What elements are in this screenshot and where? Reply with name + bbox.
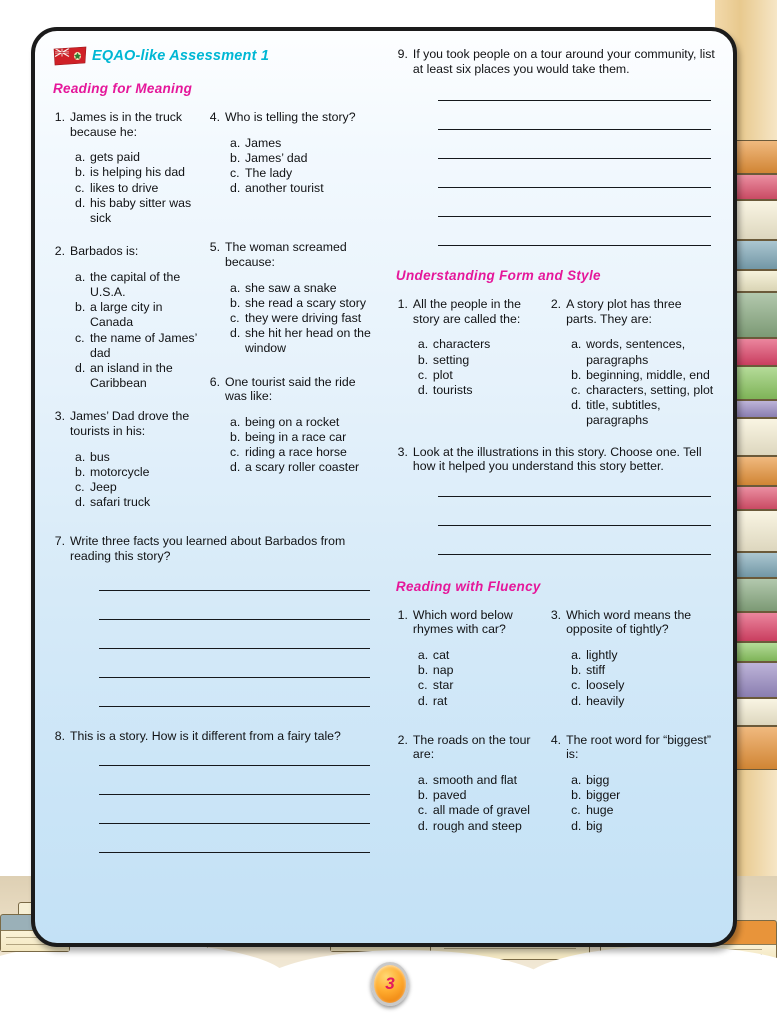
question	[549, 733, 715, 762]
option-text: characters	[432, 337, 491, 352]
option-letter: a.	[230, 414, 241, 429]
option-letter: a.	[571, 337, 582, 352]
option-list	[549, 773, 715, 834]
option-letter: d.	[230, 326, 241, 341]
option[interactable]	[53, 465, 208, 480]
question-text: Look at the illustrations in this story. Choose one. Tell how it helped you understand this story better.	[412, 444, 702, 474]
question-number: 8.	[54, 728, 65, 743]
option[interactable]	[53, 300, 208, 330]
question-number: 2.	[54, 244, 65, 259]
question	[53, 244, 208, 259]
option-text: stiff	[586, 663, 605, 678]
option[interactable]	[53, 331, 208, 361]
option-list	[396, 648, 549, 709]
option-letter: d.	[75, 361, 86, 376]
answer-line[interactable]	[99, 706, 370, 707]
option-letter: d.	[571, 693, 582, 708]
option[interactable]	[549, 803, 715, 818]
option-text: words, sentences, paragraphs	[586, 337, 686, 367]
question	[53, 729, 376, 744]
question-number: 9.	[397, 47, 408, 61]
question-number: 3.	[54, 409, 65, 424]
question-text: One tourist said the ride was like:	[225, 374, 356, 404]
option-text: being in a race car	[245, 430, 347, 444]
option[interactable]	[549, 648, 715, 663]
option[interactable]	[549, 819, 715, 834]
option-list	[53, 270, 208, 392]
option-text: beginning, middle, end	[586, 367, 710, 382]
option-letter: c.	[75, 480, 85, 495]
option[interactable]	[549, 337, 715, 367]
option[interactable]	[396, 678, 549, 693]
option[interactable]	[53, 495, 208, 510]
option[interactable]	[396, 648, 549, 663]
option[interactable]	[396, 663, 549, 678]
question	[549, 608, 715, 637]
option-text: is helping his dad	[90, 165, 186, 180]
option-text: she saw a snake	[245, 280, 337, 295]
answer-line[interactable]	[438, 100, 711, 101]
questions-grid-reading	[53, 110, 376, 528]
option[interactable]	[208, 181, 376, 196]
answer-lines[interactable]	[396, 496, 715, 555]
option-letter: b.	[417, 352, 429, 367]
question	[53, 534, 376, 563]
option[interactable]	[549, 788, 715, 803]
option[interactable]	[396, 694, 549, 709]
option-letter: b.	[230, 430, 241, 444]
option-letter: d.	[417, 818, 429, 833]
question-number: 1.	[397, 297, 408, 312]
option-letter: b.	[75, 464, 86, 479]
option-text: huge	[586, 803, 614, 818]
option-letter: b.	[75, 165, 86, 180]
option-text: tourists	[432, 382, 473, 397]
option[interactable]	[549, 383, 715, 398]
option-text: his baby sitter was sick	[90, 195, 192, 225]
answer-line[interactable]	[99, 590, 370, 591]
option[interactable]	[208, 166, 376, 181]
option-text: she hit her head on the window	[245, 326, 371, 356]
option-letter: a.	[75, 449, 86, 464]
option-text: big	[586, 818, 603, 833]
option[interactable]	[549, 368, 715, 383]
option-letter: d.	[230, 460, 241, 475]
option[interactable]	[396, 803, 549, 818]
question-number: 4.	[209, 110, 220, 124]
answer-lines[interactable]	[396, 100, 715, 246]
question	[208, 240, 376, 269]
question-text: Who is telling the story?	[225, 110, 356, 124]
option-text: rough and steep	[432, 818, 522, 833]
answer-line[interactable]	[99, 852, 370, 853]
option-letter: d.	[571, 818, 582, 833]
answer-line[interactable]	[99, 794, 370, 795]
question-text: Which word below rhymes with car?	[412, 607, 513, 637]
option-text: paved	[432, 788, 467, 803]
option-letter: c.	[230, 311, 240, 325]
option[interactable]	[396, 337, 549, 352]
option-text: smooth and flat	[432, 772, 518, 787]
option[interactable]	[208, 415, 376, 430]
question	[396, 297, 549, 326]
option-letter: d.	[417, 382, 429, 397]
option-letter: c.	[75, 180, 85, 195]
option[interactable]	[396, 819, 549, 834]
option-text: James	[245, 135, 282, 150]
option-letter: b.	[417, 788, 429, 803]
question-text: The woman screamed because:	[225, 240, 347, 269]
question	[53, 409, 208, 438]
option[interactable]	[208, 326, 376, 356]
option[interactable]	[396, 788, 549, 803]
questions-col-1	[53, 110, 208, 528]
option-text: title, subtitles, paragraphs	[586, 398, 661, 428]
question-number: 5.	[209, 240, 220, 255]
answer-line[interactable]	[438, 216, 711, 217]
option-text: James’ dad	[245, 150, 308, 165]
question-number: 4.	[550, 732, 562, 747]
option-letter: b.	[75, 300, 86, 315]
answer-line[interactable]	[438, 496, 711, 497]
question-number: 2.	[397, 732, 408, 747]
answer-lines[interactable]	[53, 590, 376, 707]
answer-line[interactable]	[438, 525, 711, 526]
option[interactable]	[396, 383, 549, 398]
question-text: If you took people on a tour around your community, list at least six places you would take them.	[412, 47, 715, 76]
option[interactable]	[396, 368, 549, 383]
option-text: bigger	[586, 788, 621, 803]
answer-line[interactable]	[99, 823, 370, 824]
question-number: 1.	[397, 607, 408, 622]
option-text: riding a race horse	[245, 445, 347, 460]
section-heading-reading-with-fluency: Reading with Fluency	[395, 578, 541, 594]
option[interactable]	[208, 430, 376, 445]
question	[396, 47, 715, 76]
option-list	[396, 337, 549, 398]
option-list	[208, 281, 376, 357]
option-letter: d.	[75, 495, 86, 510]
option-letter: a.	[417, 772, 429, 787]
option-letter: c.	[417, 367, 428, 382]
answer-line[interactable]	[438, 187, 711, 188]
question-text: James is in the truck because he:	[70, 110, 183, 139]
question-number: 3.	[550, 607, 562, 622]
option-text: bus	[90, 449, 110, 464]
answer-line[interactable]	[99, 648, 370, 649]
questions-col-2	[549, 608, 715, 852]
section-heading-understanding-form-and-style: Understanding Form and Style	[395, 268, 601, 284]
option[interactable]	[208, 311, 376, 326]
option-list	[208, 136, 376, 197]
option[interactable]	[53, 196, 208, 226]
option-letter: b.	[417, 663, 429, 678]
option-letter: a.	[571, 772, 582, 787]
questions-col-1	[396, 608, 549, 852]
option[interactable]	[208, 281, 376, 296]
section-heading-reading-for-meaning: Reading for Meaning	[53, 81, 193, 96]
option-letter: d.	[75, 195, 86, 210]
option-letter: a.	[417, 337, 429, 352]
option-letter: c.	[417, 678, 428, 693]
option-text: motorcycle	[90, 464, 150, 479]
option-text: gets paid	[90, 150, 140, 165]
question	[208, 375, 376, 404]
option[interactable]	[53, 181, 208, 196]
question-text: This is a story. How is it different from a fairy tale?	[70, 728, 341, 743]
option-letter: c.	[571, 382, 581, 397]
option-list	[53, 150, 208, 226]
option[interactable]	[549, 773, 715, 788]
option-text: safari truck	[90, 495, 151, 510]
option-text: Jeep	[90, 480, 117, 495]
answer-line[interactable]	[438, 554, 711, 555]
questions-grid-form-style	[396, 297, 715, 446]
option-letter: b.	[571, 788, 582, 803]
option[interactable]	[53, 150, 208, 165]
option[interactable]	[549, 694, 715, 709]
question	[396, 445, 715, 474]
option[interactable]	[396, 353, 549, 368]
questions-grid-fluency	[396, 608, 715, 852]
answer-line[interactable]	[99, 677, 370, 678]
option-text: star	[432, 678, 454, 693]
answer-line[interactable]	[99, 765, 370, 766]
worksheet-panel	[31, 27, 737, 947]
option-text: all made of gravel	[432, 803, 530, 818]
option[interactable]	[53, 450, 208, 465]
answer-line[interactable]	[438, 129, 711, 130]
ontario-flag-icon	[53, 46, 87, 67]
option-text: likes to drive	[90, 180, 159, 195]
option-text: another tourist	[245, 181, 324, 196]
option-letter: b.	[571, 367, 582, 382]
option-letter: a.	[230, 135, 241, 150]
option-text: cat	[432, 647, 450, 662]
option[interactable]	[208, 460, 376, 475]
answer-line[interactable]	[438, 245, 711, 246]
answer-lines[interactable]	[53, 765, 376, 853]
option-letter: a.	[230, 280, 241, 295]
option-text: she read a scary story	[245, 295, 366, 310]
option-letter: b.	[230, 150, 241, 165]
option-letter: c.	[230, 445, 240, 460]
option-letter: d.	[417, 693, 429, 708]
option-letter: a.	[75, 269, 86, 284]
option-text: the name of James’ dad	[90, 330, 197, 360]
option[interactable]	[396, 773, 549, 788]
option-text: loosely	[586, 678, 625, 693]
option-text: rat	[432, 693, 448, 708]
option-text: a large city in Canada	[90, 300, 163, 330]
option-text: being on a rocket	[245, 414, 340, 429]
question-text: The root word for “biggest” is:	[566, 732, 711, 762]
option-list	[549, 648, 715, 709]
option-text: lightly	[586, 647, 618, 662]
option-letter: b.	[571, 663, 582, 678]
option[interactable]	[549, 678, 715, 693]
option-text: they were driving fast	[245, 311, 362, 325]
answer-line[interactable]	[438, 158, 711, 159]
left-column	[53, 45, 384, 933]
option-list	[53, 450, 208, 511]
option-letter: c.	[230, 166, 240, 180]
option-text: setting	[432, 352, 470, 367]
question-text: Which word means the opposite of tightly?	[566, 607, 692, 637]
question	[53, 110, 208, 139]
question-number: 2.	[550, 297, 562, 312]
question-text: Write three facts you learned about Barbados from reading this story?	[70, 534, 346, 564]
option-letter: d.	[230, 181, 241, 196]
option-list	[396, 773, 549, 834]
option-text: characters, setting, plot	[586, 382, 714, 397]
option-text: a scary roller coaster	[245, 460, 360, 475]
option-text: nap	[432, 663, 454, 678]
option-letter: d.	[571, 398, 582, 413]
option[interactable]	[549, 663, 715, 678]
question-number: 7.	[54, 534, 65, 549]
right-column	[384, 45, 715, 933]
option[interactable]	[208, 151, 376, 166]
option-text: an island in the Caribbean	[90, 361, 173, 391]
option-letter: c.	[417, 803, 428, 818]
option-letter: a.	[571, 647, 582, 662]
question-text: All the people in the story are called the:	[412, 297, 521, 326]
option[interactable]	[53, 480, 208, 495]
option[interactable]	[53, 361, 208, 391]
option-letter: a.	[417, 647, 429, 662]
document-header	[53, 45, 376, 67]
option-list	[208, 415, 376, 476]
option[interactable]	[53, 165, 208, 180]
question-number: 1.	[54, 110, 65, 124]
option-letter: b.	[230, 295, 241, 310]
option-text: the capital of the U.S.A.	[90, 269, 181, 299]
page-number-badge	[371, 962, 409, 1006]
questions-col-1	[396, 297, 549, 446]
option[interactable]	[208, 296, 376, 311]
option-letter: c.	[571, 803, 581, 818]
option-text: plot	[432, 367, 453, 382]
questions-col-2	[208, 110, 376, 528]
question-text: The roads on the tour are:	[412, 732, 531, 762]
question	[396, 733, 549, 762]
question	[396, 608, 549, 637]
question-text: Barbados is:	[70, 244, 139, 259]
option-letter: c.	[75, 330, 85, 345]
question-text: A story plot has three parts. They are:	[566, 297, 682, 326]
option-text: bigg	[586, 772, 610, 787]
question	[549, 297, 715, 326]
option-letter: a.	[75, 150, 86, 165]
option[interactable]	[53, 270, 208, 300]
option-letter: c.	[571, 678, 581, 693]
option-text: heavily	[586, 693, 625, 708]
question-text: James’ Dad drove the tourists in his:	[70, 409, 190, 439]
page-title: EQAO-like Assessment 1	[92, 48, 270, 64]
option[interactable]	[208, 445, 376, 460]
option-list	[549, 337, 715, 428]
option[interactable]	[549, 398, 715, 428]
page-number: 3	[385, 974, 395, 993]
option-text: The lady	[245, 166, 293, 180]
option[interactable]	[208, 136, 376, 151]
question-number: 3.	[397, 444, 408, 459]
question-number: 6.	[209, 374, 220, 389]
question	[208, 110, 376, 125]
answer-line[interactable]	[99, 619, 370, 620]
questions-col-2	[549, 297, 715, 446]
